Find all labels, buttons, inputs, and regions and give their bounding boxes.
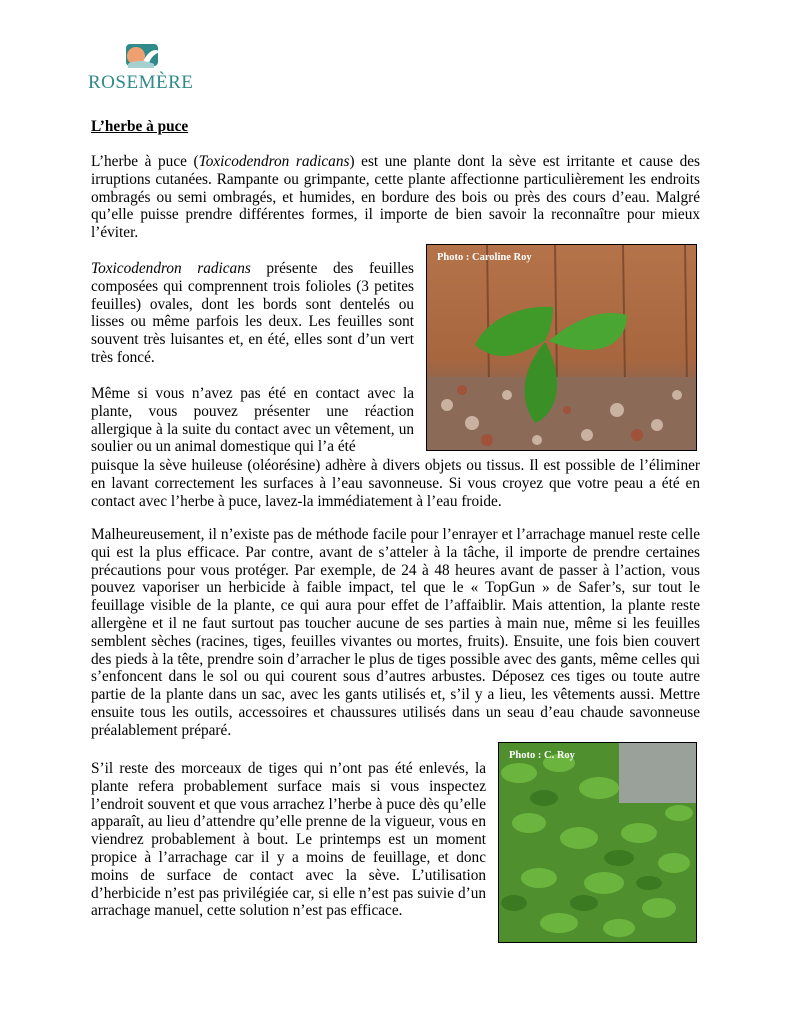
p1-after: ) est une plante dont la sève est irritante et cause des irruptions cutanées. Rampante ou grimpante, cette plante affectionne particulièrement les endroits ombragés ou semi ombragés, et humides, en bordure des bois ou près des cours d’eau. Malgré qu’elle puisse prendre différentes formes, il importe de bien savoir la reconnaître pour mieux l’éviter.: [91, 153, 700, 242]
logo-text: ROSEMÈRE: [88, 72, 194, 93]
photo2-caption: Photo : C. Roy: [509, 750, 575, 761]
paragraph-intro: [91, 153, 700, 242]
photo1-caption: Photo : Caroline Roy: [437, 252, 532, 263]
photo-poison-ivy-groundcover: [498, 742, 697, 943]
paragraph-removal: Malheureusement, il n’existe pas de méthode facile pour l’enrayer et l’arrachage manuel reste celle qui est la plus efficace. Par contre, avant de s’atteler à la tâche, il importe de prendre certaines précautions pour vous protéger. Par exemple, de 24 à 48 heures avant de passer à l’action, vous pouvez vaporiser un herbicide à faible impact, tel que le « TopGun » de Safer’s, sur tout le feuillage visible de la plante, ce qui aura pour effet de l’affaiblir. Mais attention, la plante reste allergène et il ne faut surtout pas toucher aucune de ses parties à main nue, même si les feuilles semblent sèches (racines, tiges, feuilles vivantes ou mortes, fruits). Ensuite, une fois bien couvert des pieds à la tête, prendre soin d’arracher le plus de tiges possible avec des gants, même celles qui s’enfoncent dans le sol ou qui courent sous d’autres arbustes. Déposez ces tiges ou toute autre partie de la plante dans un sac, avec les gants utilisés et, s’il y a lieu, les vêtements aussi. Mettre ensuite tous les outils, accessoires et chaussures utilisés dans un seau d’eau chaude savonneuse préalablement préparé.: [91, 526, 700, 739]
seedling-image: [427, 245, 696, 450]
paragraph-regrowth: S’il reste des morceaux de tiges qui n’ont pas été enlevés, la plante refera probablement surface mais si vous inspectez l’endroit souvent et que vous arrachez l’herbe à puce dès qu’elle apparaît, au lieu d’attendre qu’elle prenne de la vigueur, vous en viendrez probablement à bout. Le printemps est un moment propice à l’arrachage car il y a moins de feuillage, et donc moins de surface de contact avec la sève. L’utilisation d’herbicide n’est pas privilégiée car, si elle n’est pas suivie d’un arrachage manuel, cette solution n’est pas efficace.: [91, 760, 486, 920]
p2-after: présente des feuilles composées qui comprennent trois folioles (3 petites feuilles) ovales, dont les bords sont dentelés ou lisses ou même parfois les deux. Les feuilles sont souvent très luisantes et, en été, elles sont d’un vert très foncé.: [91, 260, 414, 366]
p1-before: L’herbe à puce (: [91, 153, 199, 170]
photo-poison-ivy-seedling: [426, 244, 697, 451]
p1-latin-name: Toxicodendron radicans: [198, 153, 350, 170]
page-title: L’herbe à puce: [91, 118, 189, 135]
paragraph-description: [91, 260, 414, 367]
paragraph-contact-start: Même si vous n’avez pas été en contact avec la plante, vous pouvez présenter une réaction allergique à la suite du contact avec un vêtement, un soulier ou un animal domestique qui l’a été: [91, 385, 414, 456]
logo-emblem: [88, 42, 190, 76]
paragraph-contact-end: puisque la sève huileuse (oléorésine) adhère à divers objets ou tissus. Il est possible de l’éliminer en lavant correctement les surfaces à l’eau savonneuse. Si vous croyez que votre peau a été en contact avec l’herbe à puce, lavez-la immédiatement à l’eau froide.: [91, 457, 700, 510]
p2-latin-name: Toxicodendron radicans: [91, 260, 251, 277]
groundcover-image: [499, 743, 696, 942]
rosemere-logo: [88, 42, 194, 94]
